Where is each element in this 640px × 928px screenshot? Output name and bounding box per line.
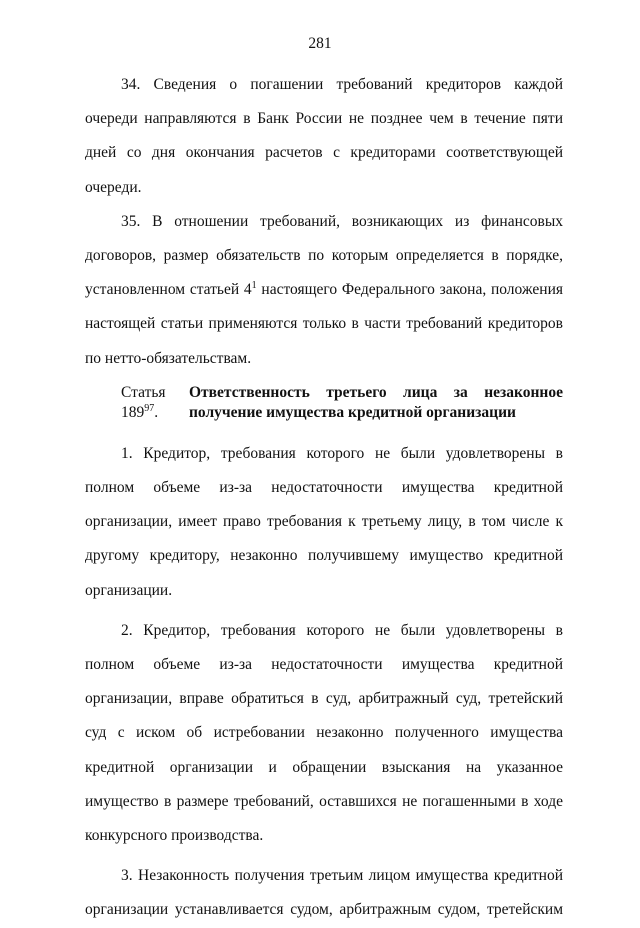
paragraph-35-text-start: 35. В отношении требований, возникающих из финансовых договоров, размер обязательств по которым определяется в порядке, установленном статьей 4: [85, 212, 563, 299]
paragraph-35: [85, 205, 563, 376]
article-title: Ответственность третьего лица за незаконное получение имущества кредитной организации: [189, 383, 563, 421]
clause-3: 3. Незаконность получения третьим лицом имущества кредитной организации устанавливается судом, арбитражным судом, третейским: [85, 867, 563, 919]
article-label-superscript: 97: [144, 402, 155, 414]
article-label-prefix: Статья 189: [121, 383, 166, 421]
article-heading: [85, 380, 563, 431]
article-label-suffix: .: [154, 403, 159, 421]
clause-1: 1. Кредитор, требования которого не были удовлетворены в полном объеме из-за недостаточности имущества кредитной организации, имеет право требования к третьему лицу, в том числе к другому кредитору, незаконно получившему имущество кредитной организации.: [85, 444, 563, 599]
paragraph-35-text-end: настоящего Федерального закона, положения настоящей статьи применяются только в части требований кредиторов по нетто-обязательствам.: [85, 281, 563, 367]
paragraph-34: 34. Сведения о погашении требований кредиторов каждой очереди направляются в Банк России не позднее чем в течение пяти дней со дня окончания расчетов с кредиторами соответствующей очереди.: [85, 76, 563, 196]
article-number: [85, 383, 189, 423]
page-number: 281: [308, 35, 332, 52]
document-body: [85, 68, 563, 928]
clause-2: 2. Кредитор, требования которого не были удовлетворены в полном объеме из-за недостаточности имущества кредитной организации, вправе обратиться в суд, арбитражный суд, третейский суд с иском об истребовании незаконно полученного имущества кредитной организации и обращении взыскания на указанное имущество в размере требований, оставшихся не погашенными в ходе конкурсного производства.: [85, 621, 563, 845]
superscript: 1: [251, 280, 257, 292]
